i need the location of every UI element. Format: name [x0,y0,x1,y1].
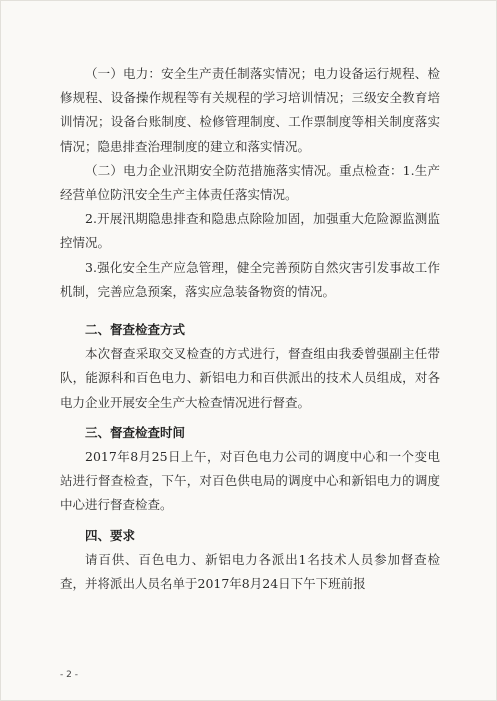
document-body [60,62,440,596]
paragraph-flood-season: （二）电力企业汛期安全防范措施落实情况。重点检查：1.生产经营单位防汛安全生产主体责任落实情况。 [60,162,440,203]
page-number: - 2 - [60,670,78,680]
paragraph-hazard-check: 2.开展汛期隐患排查和隐患点除险加固，加强重大危险源监测监控情况。 [60,211,440,251]
section-heading-inspection-time: 三、督查检查时间 [85,424,186,440]
section-heading-requirements: 四、要求 [85,527,136,543]
paragraph-inspection-time: 2017年8月25日上午，对百色电力公司的调度中心和一个变电站进行督查检查，下午，对百色供电局的调度中心和新铝电力的调度中心进行督查检查。 [60,449,440,513]
paragraph-emergency-management: 3.强化安全生产应急管理，健全完善预防自然灾害引发事故工作机制，完善应急预案，落实应急装备物资的情况。 [60,259,440,299]
paragraph-requirements: 请百供、百色电力、新铝电力各派出1名技术人员参加督查检查，并将派出人员名单于2017年8月24日下午下班前报 [60,551,440,592]
section-heading-inspection-method: 二、督查检查方式 [85,322,186,338]
paragraph-inspection-method: 本次督查采取交叉检查的方式进行，督查组由我委曾强副主任带队，能源科和百色电力、新铝电力和百供派出的技术人员组成，对各电力企业开展安全生产大检查情况进行督查。 [60,346,440,410]
paragraph-electric-power: （一）电力：安全生产责任制落实情况；电力设备运行规程、检修规程、设备操作规程等有关规程的学习培训情况；三级安全教育培训情况；设备台账制度、检修管理制度、工作票制度等相关制度落实情况；隐患排查治理制度的建立和落实情况。 [60,66,440,154]
